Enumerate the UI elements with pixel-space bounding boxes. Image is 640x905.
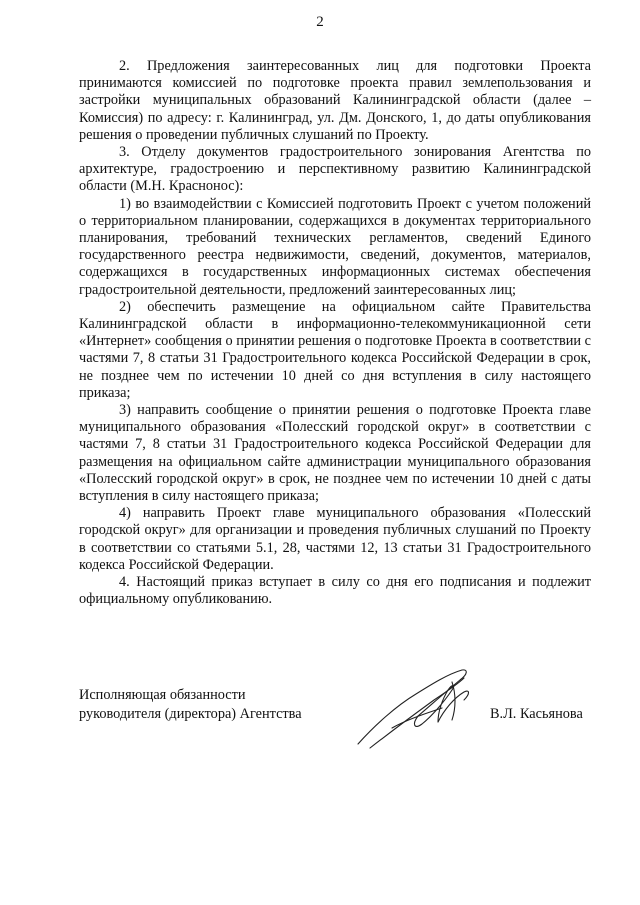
signatory-role xyxy=(79,686,302,724)
signatory-role-line-2: руководителя (директора) Агентства xyxy=(79,706,302,722)
signatory-name: В.Л. Касьянова xyxy=(490,706,583,722)
paragraph-entry-into-force: 4. Настоящий приказ вступает в силу со дня его подписания и подлежит официальному опубликованию. xyxy=(79,574,591,608)
signatory-role-line-1: Исполняющая обязанности xyxy=(79,687,246,703)
paragraph-department: 3. Отделу документов градостроительного зонирования Агентства по архитектуре, градостроению и перспективному развитию Калининградской области (М.Н. Краснонос): xyxy=(79,144,591,195)
page-number: 2 xyxy=(316,14,324,30)
subitem-publish-message: 2) обеспечить размещение на официальном сайте Правительства Калининградской области в информационно-телекоммуникационной сети «Интернет» сообщения о принятии решения о подготовке Проекта в соответствии с частями 7, 8 статьи 31 Градостроительного кодекса Российской Федерации в срок, не позднее чем по истечении 10 дней со дня вступления в силу настоящего приказа; xyxy=(79,298,591,401)
subitem-send-project: 4) направить Проект главе муниципального образования «Полесский городской округ» для организации и проведения публичных слушаний по Проекту в соответствии со статьями 5.1, 28, частями 12, 13 статьи 31 Градостроительного кодекса Российской Федерации. xyxy=(79,505,591,573)
handwritten-signature xyxy=(352,664,476,754)
document-body xyxy=(79,58,591,609)
paragraph-proposals: 2. Предложения заинтересованных лиц для подготовки Проекта принимаются комиссией по подготовке проекта правил землепользования и застройки муниципальных образований Калининградской области (далее – Комиссия) по адресу: г. Калининград, ул. Дм. Донского, 1, до даты опубликования решения о проведении публичных слушаний по Проекту. xyxy=(79,58,591,143)
subitem-prepare-project: 1) во взаимодействии с Комиссией подготовить Проект с учетом положений о территориальном планировании, содержащихся в документах территориального планирования, требований технических регламентов, сведений Единого государственного реестра недвижимости, сведений, документов, материалов, содержащихся в государственных информационных системах обеспечения градостроительной деятельности, предложений заинтересованных лиц; xyxy=(79,195,591,298)
subitem-notify-head: 3) направить сообщение о принятии решения о подготовке Проекта главе муниципального образования «Полесский городской округ» в соответствии с частями 7, 8 статьи 31 Градостроительного кодекса Российской Федерации для размещения на официальном сайте администрации муниципального образования «Полесский городской округ» в срок, не позднее чем по истечении 10 дней с даты вступления в силу настоящего приказа; xyxy=(79,402,591,505)
